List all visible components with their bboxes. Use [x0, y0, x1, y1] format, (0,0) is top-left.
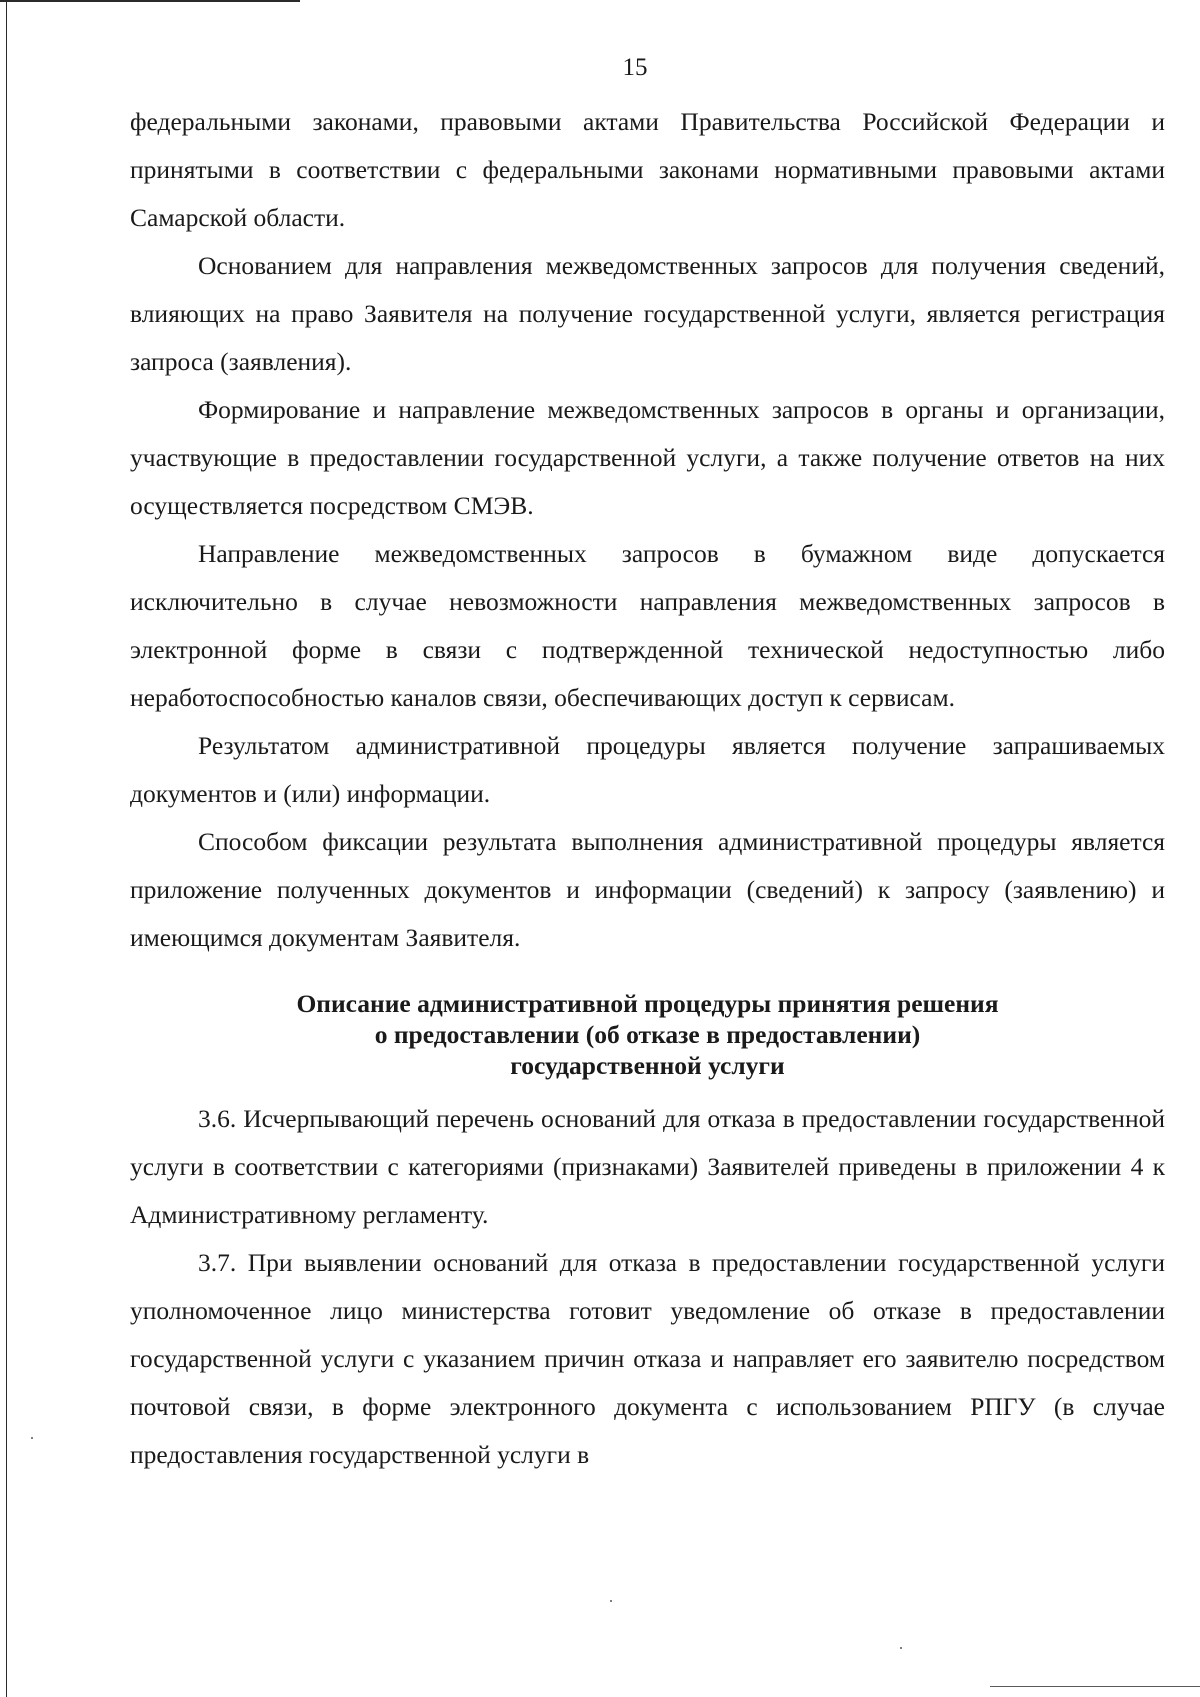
scan-speck: [900, 1647, 902, 1649]
paragraph-2: Основанием для направления межведомственных запросов для получения сведений, влияющих на право Заявителя на получение государственной услуги, является регистрация запроса (заявления).: [130, 251, 1165, 376]
document-body: [130, 98, 1165, 1479]
page-number: 15: [622, 54, 648, 81]
section-heading-line-2: о предоставлении (об отказе в предоставлении): [374, 1020, 921, 1049]
section-heading: [130, 988, 1165, 1081]
scan-speck: [610, 1600, 612, 1602]
section-heading-line-1: Описание административной процедуры принятия решения: [296, 989, 999, 1018]
clause-3-6: 3.6. Исчерпывающий перечень оснований для отказа в предоставлении государственной услуги в соответствии с категориями (признаками) Заявителей приведены в приложении 4 к Административному регламенту.: [130, 1104, 1165, 1229]
clause-3-7: 3.7. При выявлении оснований для отказа в предоставлении государственной услуги уполномоченное лицо министерства готовит уведомление об отказе в предоставлении государственной услуги с указанием причин отказа и направляет его заявителю посредством почтовой связи, в форме электронного документа с использованием РПГУ (в случае предоставления государственной услуги в: [130, 1248, 1165, 1469]
paragraph-6: Способом фиксации результата выполнения административной процедуры является приложение полученных документов и информации (сведений) к запросу (заявлению) и имеющимся документам Заявителя.: [130, 827, 1165, 952]
scan-bottom-edge: [990, 1686, 1200, 1687]
scan-top-edge: [0, 0, 300, 2]
paragraph-1: федеральными законами, правовыми актами Правительства Российской Федерации и принятыми в соответствии с федеральными законами нормативными правовыми актами Самарской области.: [130, 107, 1165, 232]
scan-speck: [31, 1437, 33, 1439]
paragraph-5: Результатом административной процедуры является получение запрашиваемых документов и (или) информации.: [130, 731, 1165, 808]
section-heading-line-3: государственной услуги: [510, 1051, 785, 1080]
scan-left-edge: [6, 0, 7, 1697]
paragraph-3: Формирование и направление межведомственных запросов в органы и организации, участвующие в предоставлении государственной услуги, а также получение ответов на них осуществляется посредством СМЭВ.: [130, 395, 1165, 520]
paragraph-4: Направление межведомственных запросов в бумажном виде допускается исключительно в случае невозможности направления межведомственных запросов в электронной форме в связи с подтвержденной технической недоступностью либо неработоспособностью каналов связи, обеспечивающих доступ к сервисам.: [130, 539, 1165, 712]
